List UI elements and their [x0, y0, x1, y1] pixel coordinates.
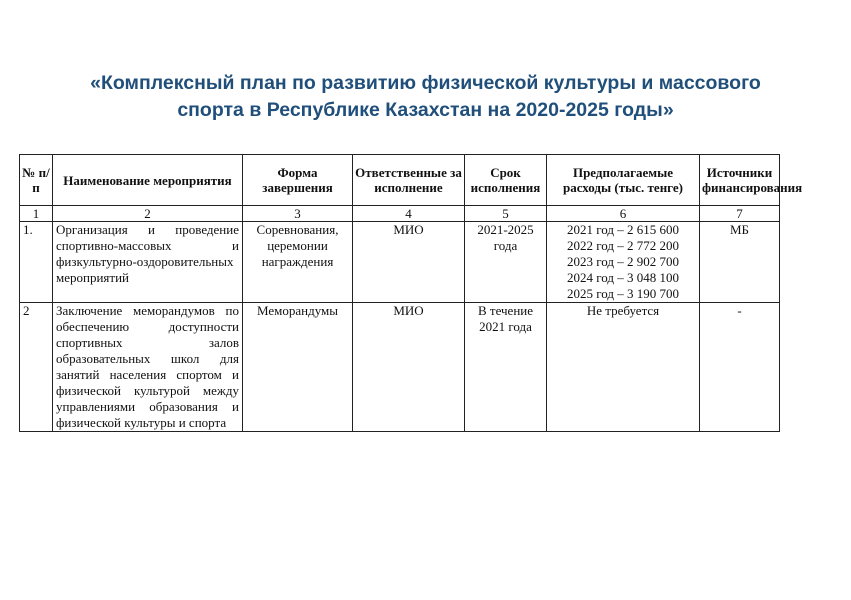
column-number: 2 — [53, 206, 243, 222]
table-row — [20, 222, 780, 303]
row-form: Соревнования, церемонии награждения — [243, 222, 353, 303]
row-source: МБ — [700, 222, 780, 303]
plan-table — [19, 154, 803, 432]
row-name: Заключение меморандумов по обеспечению доступности спортивных залов образовательных школ для занятий населения спортом и физической культурой между управлениями образования и физической культуры и спорта — [53, 303, 243, 432]
row-name: Организация и проведение спортивно-массовых и физкультурно-оздоровительных мероприятий — [53, 222, 243, 303]
header-name: Наименование мероприятия — [53, 155, 243, 206]
row-cost — [547, 222, 700, 303]
column-number: 3 — [243, 206, 353, 222]
cost-line: 2024 год – 3 048 100 — [567, 270, 679, 285]
row-num: 2 — [20, 303, 53, 432]
cost-line: 2022 год – 2 772 200 — [567, 238, 679, 253]
column-number-row — [20, 206, 780, 222]
header-num: № п/п — [20, 155, 53, 206]
header-term: Срок исполнения — [465, 155, 547, 206]
title-line-1: «Комплексный план по развитию физической культуры и массового — [90, 72, 761, 94]
header-source: Источники финансирования — [700, 155, 780, 206]
row-source: - — [700, 303, 780, 432]
table-row — [20, 303, 780, 432]
row-term: 2021-2025 года — [465, 222, 547, 303]
column-number: 5 — [465, 206, 547, 222]
column-number: 6 — [547, 206, 700, 222]
document-title — [30, 70, 821, 124]
header-form: Форма завершения — [243, 155, 353, 206]
header-cost: Предполагаемые расходы (тыс. тенге) — [547, 155, 700, 206]
row-responsible: МИО — [353, 222, 465, 303]
row-term: В течение 2021 года — [465, 303, 547, 432]
row-form: Меморандумы — [243, 303, 353, 432]
header-responsible: Ответственные за исполнение — [353, 155, 465, 206]
cost-line: 2025 год – 3 190 700 — [567, 286, 679, 301]
column-number: 4 — [353, 206, 465, 222]
cost-line: 2021 год – 2 615 600 — [567, 222, 679, 237]
column-number: 1 — [20, 206, 53, 222]
row-num: 1. — [20, 222, 53, 303]
cost-line: 2023 год – 2 902 700 — [567, 254, 679, 269]
column-number: 7 — [700, 206, 780, 222]
table-header-row — [20, 155, 780, 206]
row-responsible: МИО — [353, 303, 465, 432]
title-line-2: спорта в Республике Казахстан на 2020-2025 годы» — [177, 99, 674, 121]
row-cost: Не требуется — [547, 303, 700, 432]
